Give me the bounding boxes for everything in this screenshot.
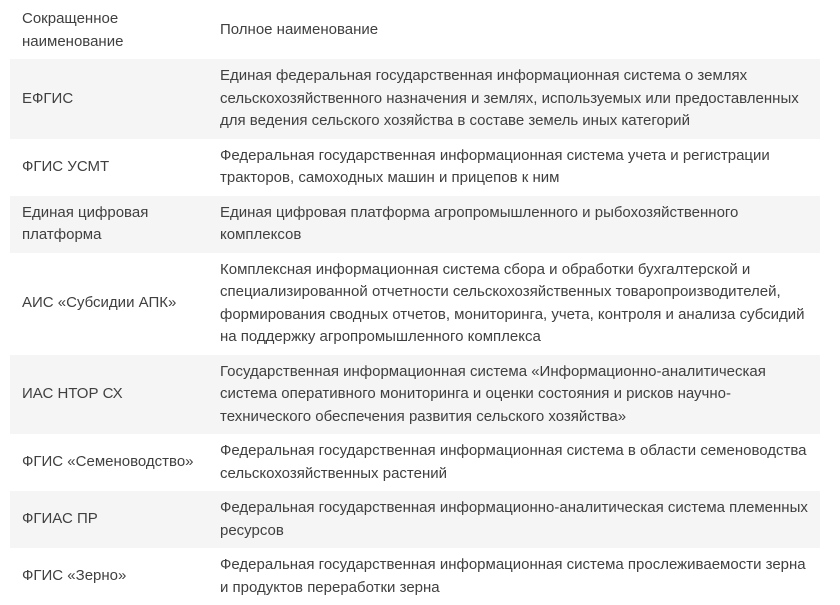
abbreviation-cell: ФГИС «Семеноводство»: [10, 434, 208, 491]
table-row: [10, 491, 820, 548]
table-header: [10, 2, 820, 59]
abbreviation-cell: АИС «Субсидии АПК»: [10, 253, 208, 355]
table-row: [10, 59, 820, 139]
full-name-cell: Федеральная государственная информационная система прослеживаемости зерна и продуктов переработки зерна: [208, 548, 820, 605]
table-body: [10, 59, 820, 605]
full-name-cell: Государственная информационная система «Информационно-аналитическая система оперативного мониторинга и оценки состояния и рисков научно-технического обеспечения развития сельского хозяйства»: [208, 355, 820, 435]
full-name-cell: Комплексная информационная система сбора и обработки бухгалтерской и специализированной отчетности сельскохозяйственных товаропроизводителей, формирования сводных отчетов, мониторинга, учета, контроля и анализа субсидий на поддержку агропромышленного комплекса: [208, 253, 820, 355]
abbreviation-cell: ЕФГИС: [10, 59, 208, 139]
table-row: [10, 253, 820, 355]
header-row: [10, 2, 820, 59]
full-name-cell: Единая цифровая платформа агропромышленного и рыбохозяйственного комплексов: [208, 196, 820, 253]
full-name-cell: Федеральная государственная информационно-аналитическая система племенных ресурсов: [208, 491, 820, 548]
abbreviation-cell: ФГИС «Зерно»: [10, 548, 208, 605]
abbreviation-cell: Единая цифровая платформа: [10, 196, 208, 253]
abbreviation-cell: ФГИС УСМТ: [10, 139, 208, 196]
information-systems-table: [10, 2, 820, 605]
table-row: [10, 196, 820, 253]
abbreviation-cell: ИАС НТОР СХ: [10, 355, 208, 435]
table-row: [10, 139, 820, 196]
abbreviation-cell: ФГИАС ПР: [10, 491, 208, 548]
full-name-cell: Федеральная государственная информационная система учета и регистрации тракторов, самоходных машин и прицепов к ним: [208, 139, 820, 196]
table-row: [10, 355, 820, 435]
table-row: [10, 434, 820, 491]
table-row: [10, 548, 820, 605]
column-header-abbreviated-name: Сокращенное наименование: [10, 2, 208, 59]
full-name-cell: Федеральная государственная информационная система в области семеноводства сельскохозяйственных растений: [208, 434, 820, 491]
full-name-cell: Единая федеральная государственная информационная система о землях сельскохозяйственного назначения и землях, используемых или предоставленных для ведения сельского хозяйства в составе земель иных категорий: [208, 59, 820, 139]
column-header-full-name: Полное наименование: [208, 2, 820, 59]
